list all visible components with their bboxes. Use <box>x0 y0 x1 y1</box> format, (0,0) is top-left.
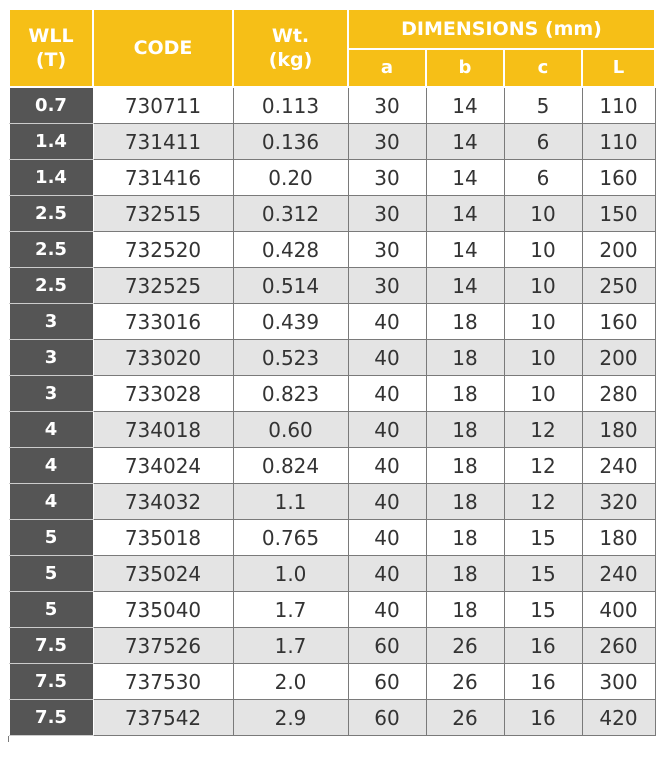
header-dim-c: c <box>504 49 582 87</box>
table-header <box>9 9 655 87</box>
dim-a-cell: 30 <box>348 196 426 232</box>
code-cell: 735040 <box>93 592 233 628</box>
wll-cell: 2.5 <box>9 232 93 268</box>
table-continuation <box>8 736 654 742</box>
weight-cell: 1.7 <box>233 628 348 664</box>
dim-l-cell: 260 <box>582 628 655 664</box>
wll-cell: 7.5 <box>9 664 93 700</box>
wll-cell: 2.5 <box>9 196 93 232</box>
dim-l-cell: 280 <box>582 376 655 412</box>
dim-a-cell: 40 <box>348 340 426 376</box>
dim-b-cell: 14 <box>426 87 504 124</box>
dim-b-cell: 18 <box>426 448 504 484</box>
weight-cell: 0.824 <box>233 448 348 484</box>
spec-table <box>8 8 656 736</box>
wll-cell: 3 <box>9 376 93 412</box>
table-row <box>9 484 655 520</box>
dim-l-cell: 240 <box>582 556 655 592</box>
dim-a-cell: 60 <box>348 628 426 664</box>
dim-c-cell: 16 <box>504 664 582 700</box>
code-cell: 730711 <box>93 87 233 124</box>
dim-l-cell: 110 <box>582 87 655 124</box>
spec-table-container <box>8 8 654 742</box>
dim-a-cell: 30 <box>348 268 426 304</box>
dim-c-cell: 5 <box>504 87 582 124</box>
table-row <box>9 232 655 268</box>
dim-a-cell: 40 <box>348 448 426 484</box>
dim-a-cell: 40 <box>348 520 426 556</box>
dim-a-cell: 40 <box>348 412 426 448</box>
dim-l-cell: 200 <box>582 340 655 376</box>
dim-b-cell: 26 <box>426 700 504 736</box>
table-row <box>9 196 655 232</box>
weight-cell: 1.7 <box>233 592 348 628</box>
wll-cell: 5 <box>9 520 93 556</box>
dim-b-cell: 14 <box>426 268 504 304</box>
header-code-label: CODE <box>133 37 193 59</box>
dim-a-cell: 30 <box>348 232 426 268</box>
code-cell: 732525 <box>93 268 233 304</box>
code-cell: 732515 <box>93 196 233 232</box>
table-row <box>9 304 655 340</box>
weight-cell: 1.0 <box>233 556 348 592</box>
table-row <box>9 700 655 736</box>
dim-b-cell: 18 <box>426 484 504 520</box>
table-row <box>9 87 655 124</box>
dim-c-cell: 16 <box>504 628 582 664</box>
header-dimensions-label: DIMENSIONS (mm) <box>401 18 602 40</box>
dim-b-cell: 18 <box>426 340 504 376</box>
code-cell: 733028 <box>93 376 233 412</box>
dim-c-cell: 12 <box>504 484 582 520</box>
code-cell: 737542 <box>93 700 233 736</box>
weight-cell: 2.0 <box>233 664 348 700</box>
table-row <box>9 340 655 376</box>
wll-cell: 1.4 <box>9 160 93 196</box>
dim-c-cell: 10 <box>504 196 582 232</box>
wll-cell: 0.7 <box>9 87 93 124</box>
dim-c-cell: 15 <box>504 520 582 556</box>
dim-c-cell: 6 <box>504 160 582 196</box>
dim-a-cell: 40 <box>348 556 426 592</box>
header-wll <box>9 9 93 87</box>
header-wll-label: WLL (T) <box>28 25 74 71</box>
dim-l-cell: 180 <box>582 520 655 556</box>
weight-cell: 0.514 <box>233 268 348 304</box>
wll-cell: 2.5 <box>9 268 93 304</box>
dim-b-cell: 18 <box>426 520 504 556</box>
weight-cell: 0.523 <box>233 340 348 376</box>
header-dim-a: a <box>348 49 426 87</box>
dim-b-cell: 14 <box>426 124 504 160</box>
weight-cell: 0.113 <box>233 87 348 124</box>
dim-l-cell: 180 <box>582 412 655 448</box>
dim-a-cell: 60 <box>348 700 426 736</box>
dim-l-cell: 200 <box>582 232 655 268</box>
code-cell: 737526 <box>93 628 233 664</box>
dim-a-cell: 30 <box>348 87 426 124</box>
dim-l-cell: 250 <box>582 268 655 304</box>
wll-cell: 7.5 <box>9 700 93 736</box>
weight-cell: 0.765 <box>233 520 348 556</box>
weight-cell: 0.20 <box>233 160 348 196</box>
header-dim-b: b <box>426 49 504 87</box>
wll-cell: 3 <box>9 340 93 376</box>
header-dim-l: L <box>582 49 655 87</box>
code-cell: 735018 <box>93 520 233 556</box>
dim-l-cell: 420 <box>582 700 655 736</box>
dim-b-cell: 18 <box>426 412 504 448</box>
dim-c-cell: 12 <box>504 412 582 448</box>
dim-c-cell: 10 <box>504 268 582 304</box>
dim-l-cell: 160 <box>582 304 655 340</box>
table-row <box>9 448 655 484</box>
wll-cell: 5 <box>9 556 93 592</box>
dim-l-cell: 160 <box>582 160 655 196</box>
dim-a-cell: 30 <box>348 124 426 160</box>
code-cell: 731411 <box>93 124 233 160</box>
dim-b-cell: 18 <box>426 376 504 412</box>
header-code <box>93 9 233 87</box>
wll-cell: 4 <box>9 448 93 484</box>
table-row <box>9 160 655 196</box>
header-weight <box>233 9 348 87</box>
dim-c-cell: 15 <box>504 556 582 592</box>
weight-cell: 1.1 <box>233 484 348 520</box>
table-row <box>9 124 655 160</box>
dim-b-cell: 14 <box>426 232 504 268</box>
table-body <box>9 87 655 736</box>
dim-b-cell: 18 <box>426 304 504 340</box>
wll-cell: 7.5 <box>9 628 93 664</box>
table-row <box>9 628 655 664</box>
table-row <box>9 520 655 556</box>
weight-cell: 0.312 <box>233 196 348 232</box>
code-cell: 731416 <box>93 160 233 196</box>
wll-cell: 5 <box>9 592 93 628</box>
dim-b-cell: 14 <box>426 160 504 196</box>
dim-b-cell: 26 <box>426 664 504 700</box>
dim-a-cell: 40 <box>348 592 426 628</box>
dim-c-cell: 10 <box>504 304 582 340</box>
table-row <box>9 664 655 700</box>
table-row <box>9 412 655 448</box>
dim-l-cell: 400 <box>582 592 655 628</box>
dim-a-cell: 40 <box>348 376 426 412</box>
dim-c-cell: 6 <box>504 124 582 160</box>
weight-cell: 0.428 <box>233 232 348 268</box>
code-cell: 734032 <box>93 484 233 520</box>
code-cell: 735024 <box>93 556 233 592</box>
weight-cell: 0.60 <box>233 412 348 448</box>
dim-a-cell: 40 <box>348 304 426 340</box>
dim-c-cell: 10 <box>504 340 582 376</box>
dim-c-cell: 12 <box>504 448 582 484</box>
dim-a-cell: 40 <box>348 484 426 520</box>
dim-l-cell: 240 <box>582 448 655 484</box>
wll-cell: 4 <box>9 484 93 520</box>
weight-cell: 0.439 <box>233 304 348 340</box>
dim-l-cell: 300 <box>582 664 655 700</box>
weight-cell: 2.9 <box>233 700 348 736</box>
weight-cell: 0.136 <box>233 124 348 160</box>
dim-b-cell: 26 <box>426 628 504 664</box>
dim-b-cell: 14 <box>426 196 504 232</box>
table-row <box>9 268 655 304</box>
dim-a-cell: 60 <box>348 664 426 700</box>
table-row <box>9 592 655 628</box>
wll-cell: 4 <box>9 412 93 448</box>
dim-b-cell: 18 <box>426 592 504 628</box>
weight-cell: 0.823 <box>233 376 348 412</box>
dim-b-cell: 18 <box>426 556 504 592</box>
code-cell: 734018 <box>93 412 233 448</box>
table-row <box>9 556 655 592</box>
dim-a-cell: 30 <box>348 160 426 196</box>
dim-c-cell: 10 <box>504 376 582 412</box>
dim-c-cell: 16 <box>504 700 582 736</box>
dim-l-cell: 150 <box>582 196 655 232</box>
table-row <box>9 376 655 412</box>
header-dimensions <box>348 9 655 49</box>
wll-cell: 3 <box>9 304 93 340</box>
dim-l-cell: 110 <box>582 124 655 160</box>
code-cell: 734024 <box>93 448 233 484</box>
code-cell: 733016 <box>93 304 233 340</box>
dim-c-cell: 10 <box>504 232 582 268</box>
dim-c-cell: 15 <box>504 592 582 628</box>
code-cell: 737530 <box>93 664 233 700</box>
wll-cell: 1.4 <box>9 124 93 160</box>
code-cell: 732520 <box>93 232 233 268</box>
code-cell: 733020 <box>93 340 233 376</box>
dim-l-cell: 320 <box>582 484 655 520</box>
header-weight-label: Wt. (kg) <box>268 25 313 71</box>
